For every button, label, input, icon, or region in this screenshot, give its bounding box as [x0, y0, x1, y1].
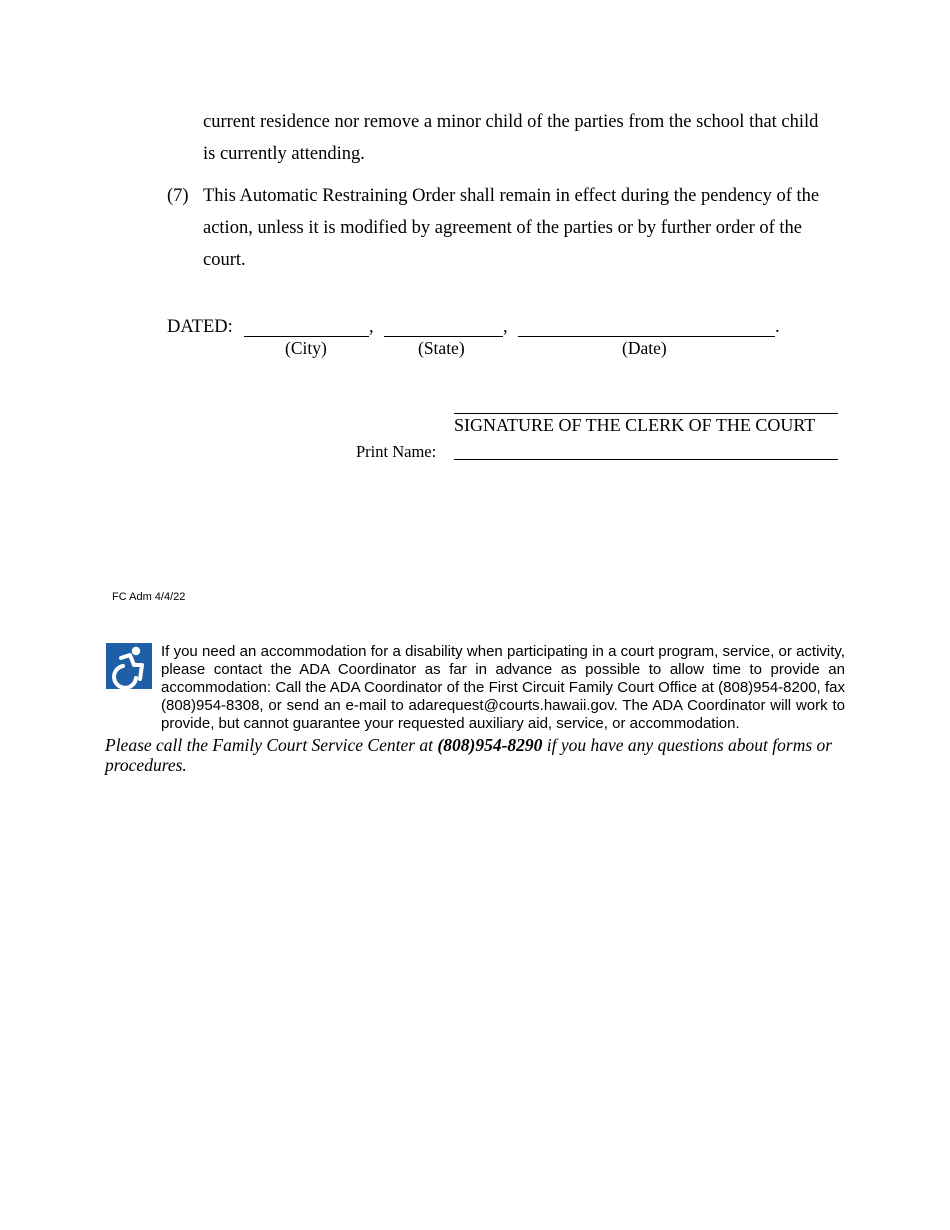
paragraph-continued-line-1: current residence nor remove a minor child of the parties from the school that child — [203, 112, 819, 132]
city-caption: (City) — [285, 338, 327, 358]
item-7-line-3: court. — [203, 250, 246, 270]
paragraph-continued-line-2: is currently attending. — [203, 144, 365, 164]
city-comma: , — [369, 317, 374, 337]
accessibility-wheelchair-icon — [106, 643, 152, 689]
date-period: . — [775, 317, 780, 337]
item-7-number: (7) — [167, 186, 189, 206]
item-7-line-2: action, unless it is modified by agreement of the parties or by further order of the — [203, 218, 803, 238]
state-comma: , — [503, 317, 508, 337]
date-blank-line[interactable] — [518, 336, 775, 337]
print-name-label: Print Name: — [356, 442, 437, 461]
city-blank-line[interactable] — [244, 336, 369, 337]
date-caption: (Date) — [622, 338, 667, 358]
service-center-notice — [105, 735, 847, 775]
print-name-line[interactable] — [454, 459, 838, 460]
service-center-prefix: Please call the Family Court Service Center at — [105, 735, 438, 755]
form-code: FC Adm 4/4/22 — [112, 591, 186, 603]
dated-label: DATED: — [167, 317, 233, 337]
state-blank-line[interactable] — [384, 336, 503, 337]
state-caption: (State) — [418, 338, 465, 358]
ada-accommodation-notice: If you need an accommodation for a disability when participating in a court program, service, or activity, please contact the ADA Coordinator as far in advance as possible to allow time to provide an accommodation: Call the ADA Coordinator of the First Circuit Family Court Office at (808)954-8200, fax (808)954-8308, or send an e-mail to adarequest@courts.hawaii.gov. The ADA Coordinator will work to provide, but cannot guarantee your requested auxiliary aid, service, or accommodation. — [161, 643, 845, 732]
clerk-signature-line[interactable] — [454, 413, 838, 414]
clerk-signature-label: SIGNATURE OF THE CLERK OF THE COURT — [454, 415, 816, 435]
service-center-suffix: if you have any questions about forms or procedures. — [105, 735, 833, 775]
service-center-phone: (808)954-8290 — [437, 735, 543, 755]
item-7-line-1: This Automatic Restraining Order shall remain in effect during the pendency of the — [203, 186, 820, 206]
